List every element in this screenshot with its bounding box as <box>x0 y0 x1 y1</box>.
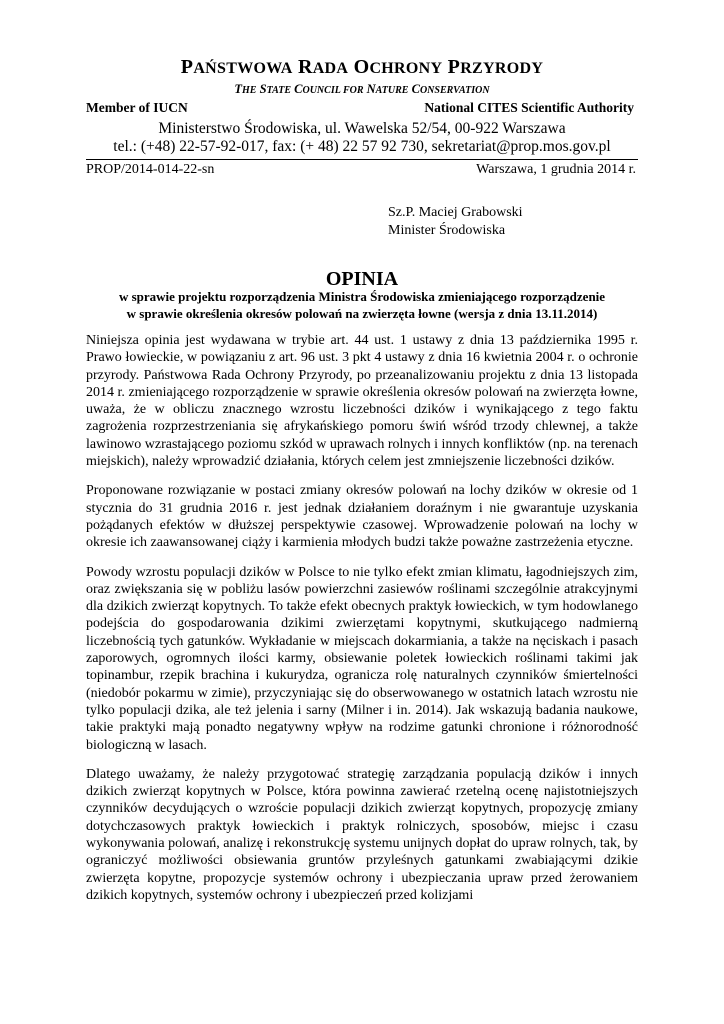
subject-line-2: w sprawie określenia okresów polowań na zwierzęta łowne (wersja z dnia 13.11.2014) <box>126 306 598 321</box>
body-paragraph-4: Dlatego uważamy, że należy przygotować strategię zarządzania populacją dzików i innych dzikich zwierząt kopytnych w Polsce, która powinna zawierać rzetelną ocenę najistotniejszych czynników decydujących o wzroście populacji dzikich zwierząt kopytnych, propozycję zmiany dotychczasowych praktyk łowieckich i praktyk rolniczych, sposobów, miejsc i czasu wykonywania polowań, analizę i rekonstrukcję systemu unijnych dopłat do upraw rolnych, tak, by ograniczyć możliwości obsiewania gruntów przyleśnych gatunkami zwabiającymi dzikie zwierzęta kopytne, propozycje systemów ochrony i ubezpieczania upraw przed żerowaniem dzikich kopytnych, systemów ochrony i ubezpieczeń przed kolizjami <box>86 766 638 903</box>
body-paragraph-1: Niniejsza opinia jest wydawana w trybie art. 44 ust. 1 ustawy z dnia 13 października 1995 r. Prawo łowieckie, w powiązaniu z art. 96 ust. 3 pkt 4 ustawy z dnia 16 kwietnia 2004 r. o ochronie przyrody. Państwowa Rada Ochrony Przyrody, po przeanalizowaniu projektu z dnia 13 listopada 2014 r. zmieniającego rozporządzenie w sprawie określenia okresów polowań na zwierzęta łowne, uważa, że w obliczu znacznego wzrostu liczebności dzików i wynikającego z tego faktu zagrożenia rozprzestrzeniania się afrykańskiego pomoru świń wśród trzody chlewnej, a także lawinowo wzrastającego poziomu szkód w uprawach rolnych i innych konfliktów (np. na terenach miejskich), należy wprowadzić działania, których celem jest zmniejszenie liczebności dzików. <box>86 333 638 470</box>
place-and-date: Warszawa, 1 grudnia 2014 r. <box>476 162 636 177</box>
council-name: PAŃSTWOWA RADA OCHRONY PRZYRODY <box>180 56 544 78</box>
addressee-title: Minister Środowiska <box>388 223 506 238</box>
contact-details: tel.: (+48) 22-57-92-017, fax: (+ 48) 22 57 92 730, sekretariat@prop.mos.gov.pl <box>113 138 611 155</box>
body-paragraph-3: Powody wzrostu populacji dzików w Polsce to nie tylko efekt zmian klimatu, łagodniejszych zim, oraz zwiększania się w pobliżu lasów powierzchni zasiewów roślinami szczególnie atrakcyjnymi dla dzikich zwierząt kopytnych. To także efekt obecnych praktyk łowieckich, w tym hodowlanego podejścia do gospodarowania dzikimi zwierzętami kopytnymi, skutkującego nadmierną liczebnością tych gatunków. Wykładanie w miejscach dokarmiania, a także na nęciskach i pasach zaporowych, ogromnych ilości karmy, obsiewanie poletek łowieckich roślinami takimi jak topinambur, rzepik brachina i kukurydza, ogranicza rolę naturalnych czynników śmiertelności (niedobór pokarmu w zimie), przyczyniając się do obserwowanego w ostatnich latach wzrostu nie tylko populacji dzika, ale też jelenia i sarny (Milner i in. 2014). Jak wskazują badania naukowe, takie praktyki mają ponadto negatywny wpływ na rodzime gatunki chronione i różnorodność biologiczną w lasach. <box>86 564 638 753</box>
body-paragraph-2: Proponowane rozwiązanie w postaci zmiany okresów polowań na lochy dzików w okresie od 1 stycznia do 31 grudnia 2016 r. jest jednak działaniem doraźnym i nie gwarantuje uzyskania pożądanych efektów w dłuższej perspektywie czasowej. Wprowadzenie polowań na lochy w okresie ich zaawansowanej ciąży i karmienia młodych budzi także poważne zastrzeżenia etyczne. <box>86 483 638 551</box>
addressee-block <box>388 204 523 240</box>
council-name-english: THE STATE COUNCIL FOR NATURE CONSERVATION <box>234 82 490 96</box>
document-body <box>86 332 638 904</box>
postal-address: Ministerstwo Środowiska, ul. Wawelska 52/54, 00-922 Warszawa <box>158 120 566 137</box>
iucn-membership: Member of IUCN <box>86 100 188 115</box>
subject-line-1: w sprawie projektu rozporządzenia Ministra Środowiska zmieniającego rozporządzenie <box>118 289 606 304</box>
header-divider <box>86 159 638 160</box>
reference-number: PROP/2014-014-22-sn <box>86 162 215 177</box>
document-heading: OPINIA <box>325 268 399 290</box>
document-subject <box>86 288 638 322</box>
cites-authority: National CITES Scientific Authority <box>424 100 634 115</box>
addressee-name: Sz.P. Maciej Grabowski <box>388 205 523 220</box>
